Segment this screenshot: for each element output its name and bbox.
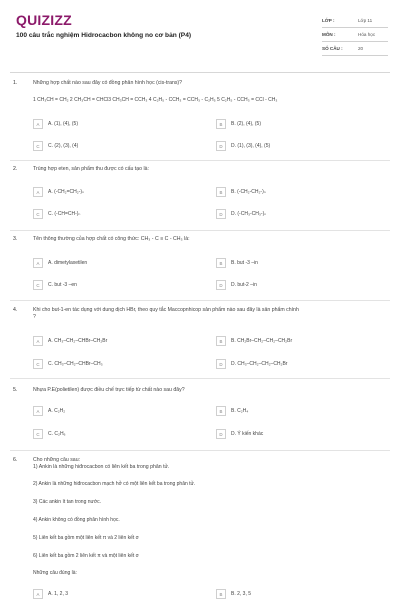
answer-option-d[interactable] <box>216 279 257 291</box>
option-letter-box: C <box>33 141 43 151</box>
statement-6: 6) Liên kết ba gồm 2 liên kết π và một liên kết σ <box>33 553 139 559</box>
option-text: A. (1), (4), (5) <box>48 121 79 127</box>
quizizz-logo: QUIZIZZ <box>16 12 72 28</box>
answer-option-b[interactable] <box>216 335 292 347</box>
answer-option-c[interactable] <box>33 358 103 370</box>
info-value: Hóa học <box>358 32 376 37</box>
question-divider <box>10 300 390 301</box>
info-label: LỚP : <box>322 18 335 23</box>
question-text: Nhựa P.E(polietilen) được điều chế trực tiếp từ chất nào sau đây? <box>33 387 185 393</box>
option-text: A. dimetylaxetilen <box>48 260 88 266</box>
answer-option-a[interactable] <box>33 405 65 417</box>
question-divider <box>10 378 390 379</box>
info-value: Lớp 11 <box>358 18 373 23</box>
question-text: Khi cho but-1-en tác dụng với dung dịch HBr, theo quy tắc Maccopnhicop sản phẩm nào sau đây là sản phẩm chính ? <box>33 307 299 321</box>
option-text: C. C₂H₆ <box>48 431 66 437</box>
answer-option-a[interactable] <box>33 257 87 269</box>
option-letter-box: C <box>33 209 43 219</box>
answer-option-d[interactable] <box>216 208 266 220</box>
worksheet-title: 100 câu trắc nghiệm Hidrocacbon không no cơ bản (P4) <box>16 32 192 39</box>
option-letter-box: B <box>216 258 226 268</box>
answer-option-a[interactable] <box>33 588 68 600</box>
option-letter-box: B <box>216 336 226 346</box>
option-text: B. CH₂Br–CH₂–CH₂–CH₂Br <box>231 338 293 344</box>
option-text: A. CH₃–CH₂–CHBr–CH₂Br <box>48 338 108 344</box>
option-letter-box: B <box>216 187 226 197</box>
option-text: D. Ý kiến khác <box>231 431 264 437</box>
option-text: B. but -3 –in <box>231 260 258 266</box>
question-text: Những hợp chất nào sau đây có đồng phân hình học (cis-trans)? <box>33 80 183 86</box>
question-text: Tên thông thường của hợp chất có công thức: CH₃ - C ≡ C - CH₃ là: <box>33 236 190 242</box>
answer-option-c[interactable] <box>33 208 80 220</box>
answer-option-c[interactable] <box>33 140 78 152</box>
question-divider <box>10 450 390 451</box>
option-letter-box: D <box>216 429 226 439</box>
option-letter-box: A <box>33 119 43 129</box>
question-number: 3. <box>13 236 18 242</box>
worksheet-header <box>0 0 400 72</box>
option-text: D. but-2 –in <box>231 282 257 288</box>
answer-option-b[interactable] <box>216 186 266 198</box>
header-divider <box>10 72 390 73</box>
question-number: 4. <box>13 307 18 313</box>
option-text: B. (-CH₂-CH₂-)ₙ <box>231 189 266 195</box>
question-number: 6. <box>13 457 18 463</box>
answer-option-b[interactable] <box>216 588 251 600</box>
option-letter-box: A <box>33 589 43 599</box>
option-text: C. CH₃–CH₂–CHBr–CH₃ <box>48 361 103 367</box>
option-text: C. (-CH=CH-)ₙ <box>48 211 81 217</box>
answer-option-b[interactable] <box>216 405 248 417</box>
info-label: MÔN : <box>322 32 336 37</box>
question-formula-list: 1 CH₃CH = CH₂ 2 CH₃CH = CHCl3 CH₃CH = CCH₃ 4 C₂H₅ - CCH₃ = CCH₃ - C₂H₅ 5 C₂H₅ - CCH₃ = CCl - CH₃ <box>33 97 278 103</box>
option-letter-box: A <box>33 406 43 416</box>
answer-option-d[interactable] <box>216 140 270 152</box>
info-row-subject <box>322 28 388 42</box>
worksheet-info-box <box>322 14 388 56</box>
info-value: 20 <box>358 46 364 51</box>
option-text: C. but -3 –en <box>48 282 77 288</box>
info-row-class <box>322 14 388 28</box>
statement-2: 2) Ankin là những hiđrocacbon mạch hở có một liên kết ba trong phân tử. <box>33 481 196 487</box>
question-number: 5. <box>13 387 18 393</box>
option-text: A. (-CH₂=CH₂-)ₙ <box>48 189 85 195</box>
option-text: D. (-CH₃-CH₃-)ₙ <box>231 211 267 217</box>
option-letter-box: A <box>33 187 43 197</box>
answer-option-c[interactable] <box>33 279 77 291</box>
question-divider <box>10 230 390 231</box>
option-letter-box: D <box>216 359 226 369</box>
option-letter-box: D <box>216 141 226 151</box>
statement-4: 4) Ankin không có đồng phân hình học. <box>33 517 120 523</box>
option-letter-box: C <box>33 280 43 290</box>
answer-option-a[interactable] <box>33 118 78 130</box>
question-number: 2. <box>13 166 18 172</box>
info-row-count <box>322 42 388 56</box>
option-letter-box: B <box>216 406 226 416</box>
option-letter-box: D <box>216 280 226 290</box>
statement-5: 5) Liên kết ba gồm một liên kết π và 2 liên kết σ <box>33 535 139 541</box>
option-text: A. 1, 2, 3 <box>48 591 69 597</box>
option-letter-box: C <box>33 429 43 439</box>
info-label: SỐ CÂU : <box>322 46 343 51</box>
option-text: D. CH₃–CH₂–CH₂–CH₂Br <box>231 361 288 367</box>
option-letter-box: A <box>33 336 43 346</box>
option-letter-box: C <box>33 359 43 369</box>
statement-3: 3) Các ankin ít tan trong nước. <box>33 499 102 505</box>
option-letter-box: D <box>216 209 226 219</box>
option-text: D. (1), (3), (4), (5) <box>231 143 271 149</box>
option-text: A. C₂H₂ <box>48 408 66 414</box>
answer-option-b[interactable] <box>216 118 261 130</box>
answer-option-d[interactable] <box>216 358 287 370</box>
answer-option-c[interactable] <box>33 428 66 440</box>
answer-option-a[interactable] <box>33 186 84 198</box>
answer-option-b[interactable] <box>216 257 258 269</box>
answer-prompt: Những câu đúng là: <box>33 570 77 576</box>
question-text: Trùng hợp eten, sản phẩm thu được có cấu tạo là: <box>33 166 149 172</box>
option-letter-box: A <box>33 258 43 268</box>
question-divider <box>10 160 390 161</box>
option-text: B. C₂H₄ <box>231 408 249 414</box>
option-letter-box: B <box>216 589 226 599</box>
answer-option-d[interactable] <box>216 428 263 440</box>
answer-option-a[interactable] <box>33 335 107 347</box>
option-text: C. (2), (3), (4) <box>48 143 79 149</box>
option-letter-box: B <box>216 119 226 129</box>
option-text: B. (2), (4), (5) <box>231 121 262 127</box>
question-number: 1. <box>13 80 18 86</box>
question-text: Cho những câu sau: 1) Ankin là những hiđrocacbon có liên kết ba trong phân tử. <box>33 457 170 471</box>
option-text: B. 2, 3, 5 <box>231 591 252 597</box>
